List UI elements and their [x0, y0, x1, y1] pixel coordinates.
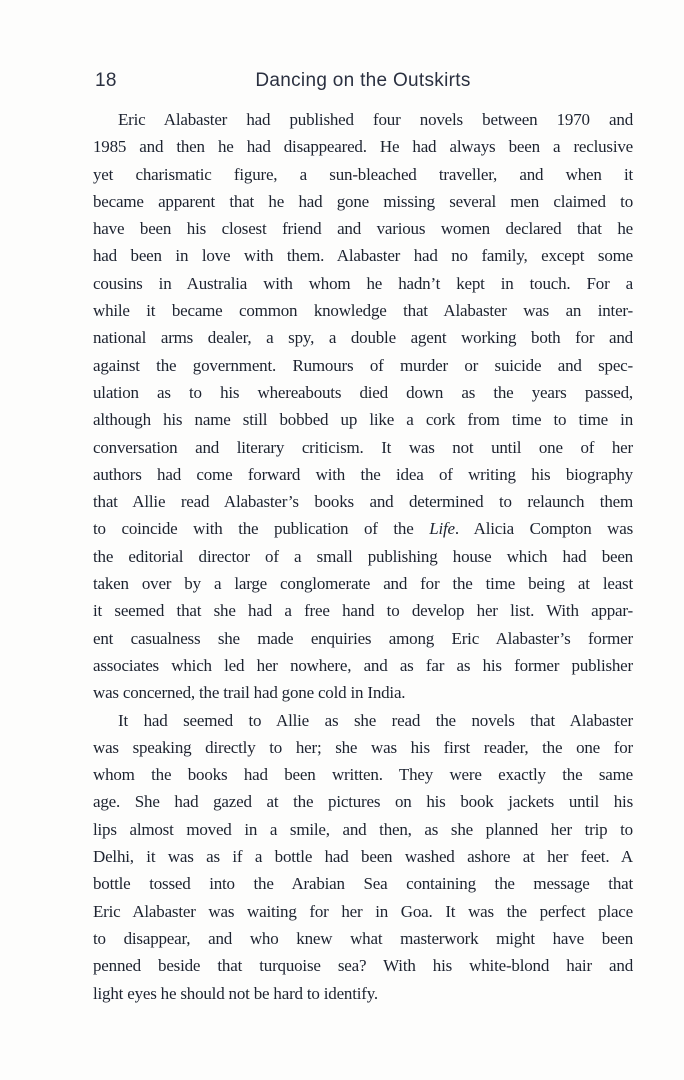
- running-header: [93, 70, 633, 94]
- text-line: the editorial director of a small publishing house which had been: [93, 546, 633, 566]
- text-line: cousins in Australia with whom he hadn’t kept in touch. For a: [93, 273, 633, 293]
- body-text: [93, 106, 633, 1007]
- text-line: that Allie read Alabaster’s books and determined to relaunch them: [93, 492, 633, 512]
- text-line: bottle tossed into the Arabian Sea containing the message that: [93, 874, 633, 894]
- text-line: to disappear, and who knew what masterwork might have been: [93, 928, 633, 948]
- text-line: conversation and literary criticism. It was not until one of her: [93, 437, 633, 457]
- text-line: was speaking directly to her; she was his first reader, the one for: [93, 737, 633, 757]
- text-line: penned beside that turquoise sea? With his white-blond hair and: [93, 956, 633, 976]
- text-line: ent casualness she made enquiries among Eric Alabaster’s former: [93, 628, 633, 648]
- text-line: taken over by a large conglomerate and for the time being at least: [93, 574, 633, 594]
- text-line: Eric Alabaster had published four novels between 1970 and: [118, 110, 633, 129]
- text-line: Delhi, it was as if a bottle had been washed ashore at her feet. A: [93, 847, 633, 867]
- text-line: whom the books had been written. They were exactly the same: [93, 765, 633, 785]
- text-line: yet charismatic figure, a sun-bleached traveller, and when it: [93, 164, 633, 184]
- text-line: became apparent that he had gone missing several men claimed to: [93, 191, 633, 211]
- text-line: it seemed that she had a free hand to develop her list. With appar-: [93, 601, 633, 621]
- text-line: was concerned, the trail had gone cold in India.: [93, 683, 406, 703]
- running-title: Dancing on the Outskirts: [255, 70, 471, 91]
- text-line: to coincide with the publication of the Life. Alicia Compton was: [93, 519, 633, 539]
- text-line: had been in love with them. Alabaster had no family, except some: [93, 246, 633, 266]
- paragraph: [93, 707, 633, 1007]
- text-line: although his name still bobbed up like a cork from time to time in: [93, 410, 633, 430]
- page-number: 18: [95, 70, 117, 91]
- text-line: lips almost moved in a smile, and then, as she planned her trip to: [93, 819, 633, 839]
- text-line: It had seemed to Allie as she read the novels that Alabaster: [118, 710, 633, 730]
- text-line: 1985 and then he had disappeared. He had always been a reclusive: [93, 137, 633, 157]
- text-line: national arms dealer, a spy, a double agent working both for and: [93, 328, 633, 348]
- text-line: ulation as to his whereabouts died down as the years passed,: [93, 382, 633, 402]
- text-line: authors had come forward with the idea of writing his biography: [93, 464, 633, 484]
- text-line: against the government. Rumours of murder or suicide and spec-: [93, 355, 633, 375]
- text-line: age. She had gazed at the pictures on his book jackets until his: [93, 792, 633, 812]
- paragraph: [93, 106, 633, 707]
- text-line: Eric Alabaster was waiting for her in Goa. It was the perfect place: [93, 901, 633, 921]
- text-line: light eyes he should not be hard to identify.: [93, 983, 378, 1003]
- text-line: associates which led her nowhere, and as far as his former publisher: [93, 655, 633, 675]
- text-line: have been his closest friend and various women declared that he: [93, 219, 633, 239]
- text-line: while it became common knowledge that Alabaster was an inter-: [93, 301, 633, 321]
